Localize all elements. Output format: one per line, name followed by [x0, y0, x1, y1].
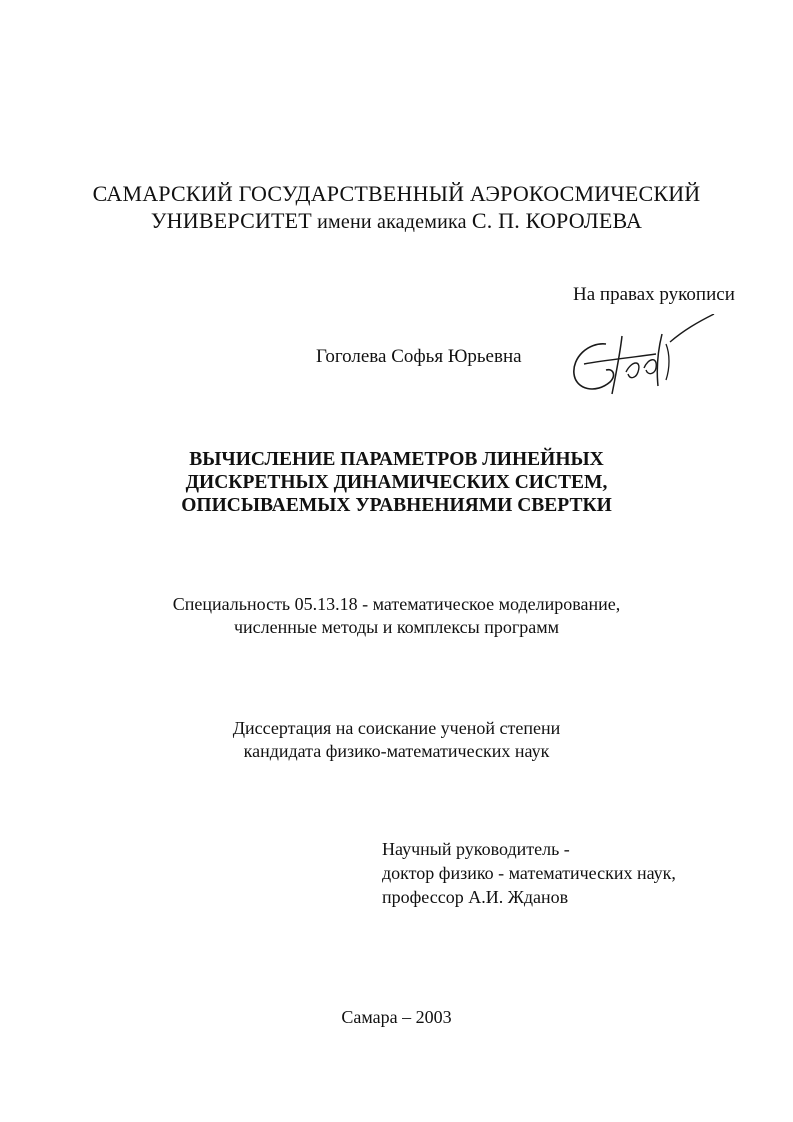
title-line-2: ДИСКРЕТНЫХ ДИНАМИЧЕСКИХ СИСТЕМ, — [185, 472, 608, 493]
university-word: УНИВЕРСИТЕТ — [150, 208, 312, 233]
university-dedication: имени академика — [311, 211, 472, 233]
specialty — [0, 593, 793, 639]
scientific-advisor — [382, 837, 676, 909]
advisor-line-3: профессор А.И. Жданов — [382, 887, 569, 907]
university-line-2 — [0, 207, 793, 236]
university-namesake: С. П. КОРОЛЕВА — [471, 208, 643, 233]
specialty-line-2: численные методы и комплексы программ — [233, 617, 560, 637]
title-line-1: ВЫЧИСЛЕНИЕ ПАРАМЕТРОВ ЛИНЕЙНЫХ — [189, 449, 604, 470]
signature-icon — [566, 314, 716, 402]
advisor-line-2: доктор физико - математических наук, — [382, 863, 676, 883]
advisor-line-1: Научный руководитель - — [382, 839, 570, 859]
manuscript-note: На правах рукописи — [573, 284, 735, 305]
university-line-1: САМАРСКИЙ ГОСУДАРСТВЕННЫЙ АЭРОКОСМИЧЕСКИЙ — [92, 181, 701, 206]
degree-statement — [0, 717, 793, 763]
author-name: Гоголева Софья Юрьевна — [316, 346, 522, 367]
dissertation-title — [0, 448, 793, 517]
university-name — [0, 180, 793, 236]
degree-line-2: кандидата физико-математических наук — [243, 741, 550, 761]
specialty-line-1: Специальность 05.13.18 - математическое моделирование, — [172, 594, 621, 614]
title-line-3: ОПИСЫВАЕМЫХ УРАВНЕНИЯМИ СВЕРТКИ — [181, 495, 612, 516]
city-year: Самара – 2003 — [341, 1007, 452, 1027]
degree-line-1: Диссертация на соискание ученой степени — [232, 718, 561, 738]
